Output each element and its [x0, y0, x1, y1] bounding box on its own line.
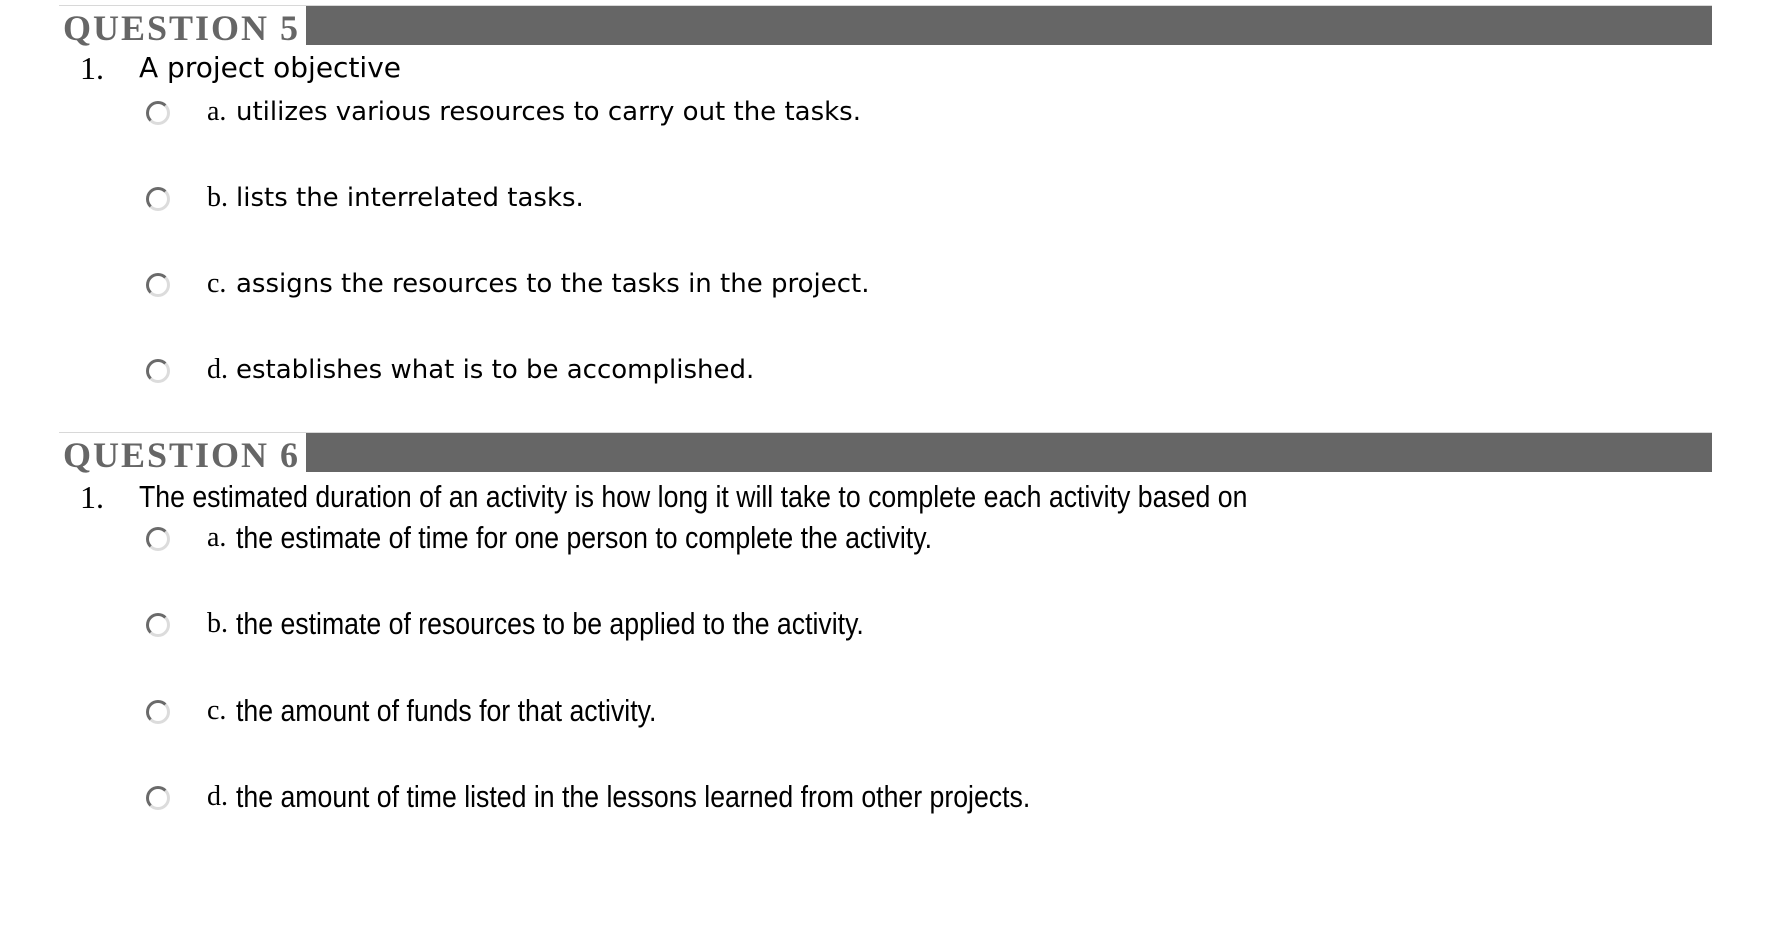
radio-button-icon[interactable] [146, 187, 170, 211]
radio-button-icon[interactable] [146, 700, 170, 724]
radio-button-icon[interactable] [146, 273, 170, 297]
option-letter: a. [207, 96, 227, 127]
option-text: the estimate of time for one person to complete the activity. [236, 520, 932, 555]
radio-button-icon[interactable] [146, 359, 170, 383]
question-6-number: 1. [80, 479, 104, 515]
radio-button-icon[interactable] [146, 101, 170, 125]
question-5-title: QUESTION 5 [59, 6, 306, 46]
option-letter: b. [207, 608, 228, 639]
option-letter: a. [207, 522, 227, 553]
question-5-header [59, 5, 1712, 48]
radio-button-icon[interactable] [146, 786, 170, 810]
option-letter: c. [207, 695, 227, 726]
option-letter: d. [207, 781, 228, 812]
radio-button-icon[interactable] [146, 613, 170, 637]
option-letter: c. [207, 268, 227, 299]
option-text: assigns the resources to the tasks in the project. [236, 269, 870, 299]
question-6-header [59, 432, 1712, 475]
question-5-prompt: A project objective [139, 51, 401, 84]
question-5-number: 1. [80, 50, 104, 86]
option-text: the estimate of resources to be applied to the activity. [236, 606, 864, 641]
question-6-title: QUESTION 6 [59, 433, 306, 473]
radio-button-icon[interactable] [146, 527, 170, 551]
option-text: lists the interrelated tasks. [236, 183, 584, 213]
option-text: establishes what is to be accomplished. [236, 355, 755, 385]
option-letter: b. [207, 182, 228, 213]
question-6-prompt: The estimated duration of an activity is how long it will take to complete each activity based on [139, 479, 1248, 514]
option-text: the amount of time listed in the lessons learned from other projects. [236, 779, 1031, 814]
option-text: utilizes various resources to carry out the tasks. [236, 97, 861, 127]
option-letter: d. [207, 354, 228, 385]
option-text: the amount of funds for that activity. [236, 693, 657, 728]
